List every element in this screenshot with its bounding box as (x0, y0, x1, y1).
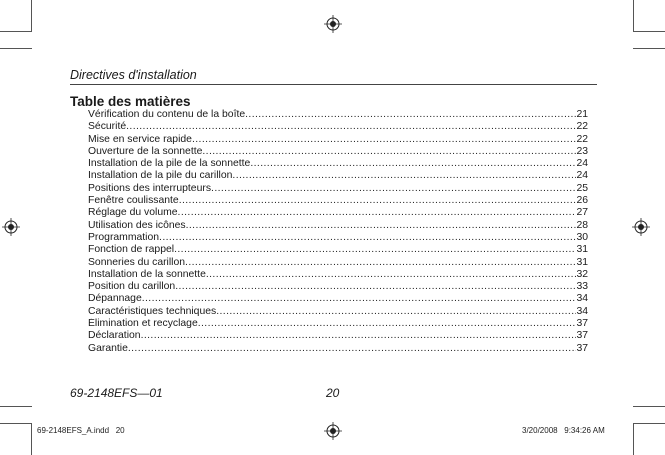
toc-entry-page: 34 (576, 293, 588, 305)
crop-mark-icon (633, 423, 665, 424)
toc-entry-label: Ouverture de la sonnette (88, 145, 203, 157)
toc-entry[interactable] (88, 244, 588, 256)
registration-mark-icon (324, 15, 342, 33)
registration-mark-icon (324, 422, 342, 440)
toc-entry[interactable] (88, 257, 588, 269)
toc-entry[interactable] (88, 306, 588, 318)
toc-leader-dots (232, 170, 576, 182)
toc-entry-label: Déclaration (88, 330, 141, 342)
running-header: Directives d'installation (70, 68, 197, 82)
toc-entry-page: 23 (576, 145, 588, 157)
toc-entry[interactable] (88, 183, 588, 195)
toc-leader-dots (216, 306, 576, 318)
toc-leader-dots (142, 293, 577, 305)
toc-entry-page: 26 (576, 195, 588, 207)
toc-entry-label: Sonneries du carillon (88, 256, 186, 268)
crop-mark-icon (0, 406, 32, 407)
crop-mark-icon (633, 31, 665, 32)
toc-entry-label: Fonction de rappel (88, 244, 175, 256)
crop-mark-icon (0, 48, 32, 49)
toc-leader-dots (141, 330, 577, 342)
crop-mark-icon (633, 406, 665, 407)
crop-mark-icon (633, 0, 634, 32)
toc-title: Table des matières (70, 94, 191, 109)
toc-leader-dots (179, 195, 577, 207)
toc-entry[interactable] (88, 232, 588, 244)
crop-mark-icon (31, 423, 32, 455)
toc-leader-dots (192, 134, 576, 146)
toc-entry-page: 27 (576, 207, 588, 219)
toc-leader-dots (202, 146, 576, 158)
header-rule (70, 84, 597, 85)
toc-entry-label: Installation de la pile du carillon (88, 170, 233, 182)
toc-entry-page: 37 (576, 342, 588, 354)
toc-leader-dots (174, 244, 576, 256)
toc-entry[interactable] (88, 318, 588, 330)
toc-entry-page: 22 (576, 133, 588, 145)
toc-entry-label: Dépannage (88, 293, 142, 305)
toc-entry-page: 33 (576, 281, 588, 293)
slug-timestamp: 3/20/2008 9:34:26 AM (522, 426, 605, 435)
toc-entry-label: Garantie (88, 342, 128, 354)
toc-entry-label: Installation de la pile de la sonnette (88, 158, 251, 170)
toc-leader-dots (198, 318, 577, 330)
toc-entry-page: 24 (576, 170, 588, 182)
crop-mark-icon (633, 423, 634, 455)
toc-entry[interactable] (88, 109, 588, 121)
toc-list (88, 109, 588, 355)
toc-leader-dots (128, 343, 577, 355)
toc-entry[interactable] (88, 269, 588, 281)
toc-leader-dots (159, 232, 576, 244)
page-number: 20 (326, 386, 340, 400)
toc-leader-dots (211, 183, 576, 195)
toc-entry-label: Mise en service rapide (88, 133, 192, 145)
toc-leader-dots (126, 121, 576, 133)
toc-entry[interactable] (88, 293, 588, 305)
toc-entry-page: 22 (576, 121, 588, 133)
toc-entry[interactable] (88, 134, 588, 146)
toc-entry-label: Programmation (88, 231, 160, 243)
toc-entry-page: 34 (576, 305, 588, 317)
toc-entry[interactable] (88, 281, 588, 293)
crop-mark-icon (0, 31, 32, 32)
toc-entry-label: Élimination et recyclage (88, 318, 198, 330)
toc-leader-dots (250, 158, 576, 170)
toc-entry-page: 31 (576, 256, 588, 268)
toc-entry-page: 31 (576, 244, 588, 256)
slug-file: 69-2148EFS_A.indd 20 (37, 426, 125, 435)
toc-entry-page: 32 (576, 268, 588, 280)
toc-entry-label: Réglage du volume (88, 207, 178, 219)
toc-leader-dots (245, 109, 576, 121)
toc-entry[interactable] (88, 195, 588, 207)
toc-entry-label: Position du carillon (88, 281, 176, 293)
toc-entry-label: Positions des interrupteurs (88, 182, 212, 194)
toc-entry[interactable] (88, 207, 588, 219)
toc-entry[interactable] (88, 343, 588, 355)
toc-entry-page: 24 (576, 158, 588, 170)
toc-entry-page: 37 (576, 330, 588, 342)
toc-entry[interactable] (88, 170, 588, 182)
toc-leader-dots (175, 281, 576, 293)
toc-entry-label: Installation de la sonnette (88, 268, 206, 280)
registration-mark-icon (2, 218, 20, 236)
toc-entry-page: 25 (576, 182, 588, 194)
toc-entry-label: Utilisation des icônes (88, 219, 186, 231)
toc-entry[interactable] (88, 158, 588, 170)
toc-entry[interactable] (88, 146, 588, 158)
toc-entry[interactable] (88, 220, 588, 232)
toc-entry-page: 21 (576, 109, 588, 120)
registration-mark-icon (632, 218, 650, 236)
toc-leader-dots (206, 269, 577, 281)
toc-entry-page: 37 (576, 318, 588, 330)
toc-entry-page: 28 (576, 219, 588, 231)
toc-entry-label: Sécurité (88, 121, 127, 133)
toc-entry-label: Fenêtre coulissante (88, 195, 179, 207)
toc-entry[interactable] (88, 121, 588, 133)
crop-mark-icon (0, 423, 32, 424)
toc-entry-label: Vérification du contenu de la boîte (88, 109, 246, 120)
document-number: 69-2148EFS—01 (70, 386, 163, 400)
crop-mark-icon (633, 48, 665, 49)
toc-leader-dots (178, 207, 577, 219)
toc-leader-dots (186, 220, 577, 232)
toc-entry-label: Caractéristiques techniques (88, 305, 217, 317)
toc-entry-page: 30 (576, 231, 588, 243)
toc-entry[interactable] (88, 330, 588, 342)
crop-mark-icon (31, 0, 32, 32)
toc-leader-dots (185, 257, 576, 269)
